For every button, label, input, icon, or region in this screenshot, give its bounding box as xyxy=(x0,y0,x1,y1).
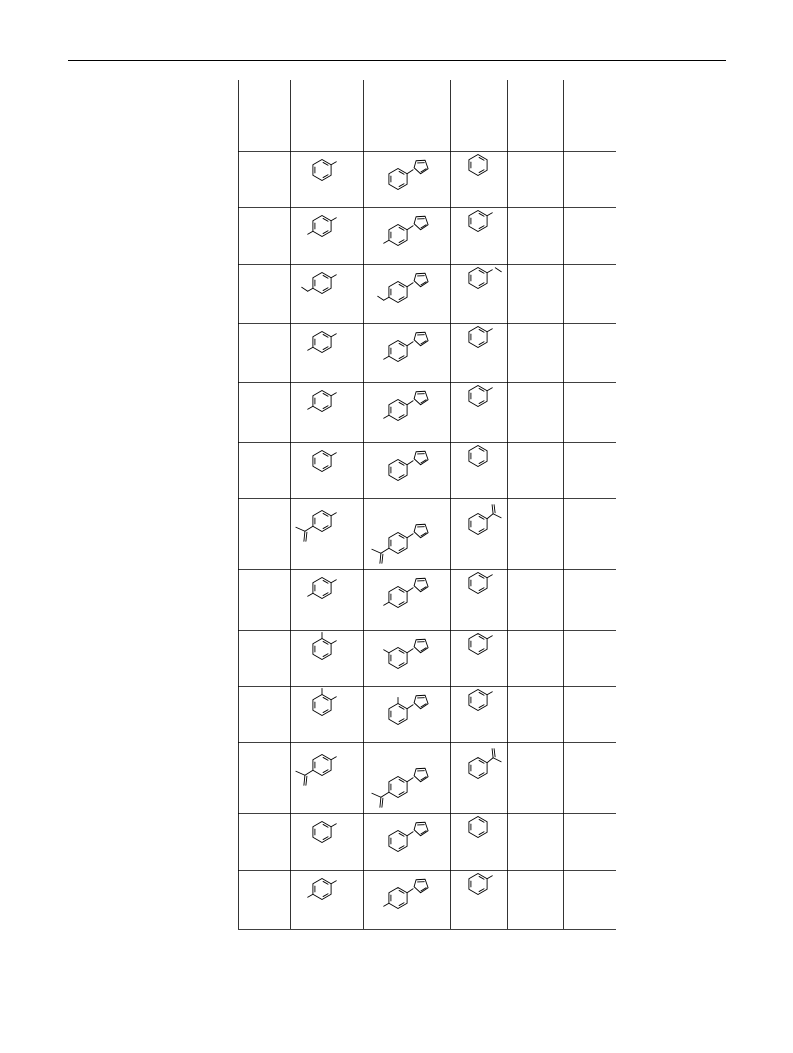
substrate-structure xyxy=(313,451,336,472)
substrate-structure xyxy=(308,216,337,237)
product-structure xyxy=(384,879,428,908)
product-structure xyxy=(384,578,428,607)
product-structure xyxy=(384,639,428,668)
byproduct-structure xyxy=(469,155,487,176)
substrate-structure xyxy=(308,391,337,412)
table-row xyxy=(308,211,493,246)
byproduct-structure xyxy=(469,211,492,232)
substrate-structure xyxy=(313,822,336,843)
product-structure xyxy=(389,822,428,851)
table-row xyxy=(308,386,493,421)
substrate-structure xyxy=(296,511,336,542)
table-row xyxy=(308,874,493,909)
table-grid-lines xyxy=(238,80,616,930)
table-row xyxy=(313,446,487,481)
table-row xyxy=(313,155,487,190)
table-row xyxy=(296,505,501,564)
byproduct-structure xyxy=(469,327,492,348)
product-structure xyxy=(384,332,428,361)
table-row xyxy=(296,749,501,808)
table-row xyxy=(308,327,493,362)
byproduct-structure xyxy=(469,446,487,467)
product-structure xyxy=(389,451,428,480)
product-structure xyxy=(372,768,428,807)
substrate-structure xyxy=(302,273,337,294)
product-structure xyxy=(389,160,428,189)
table-row xyxy=(308,573,493,608)
byproduct-structure xyxy=(469,386,492,407)
product-structure xyxy=(378,273,428,302)
product-structure xyxy=(389,695,428,724)
byproduct-structure xyxy=(469,817,487,838)
substrate-structure xyxy=(296,755,336,786)
byproduct-structure xyxy=(469,573,492,594)
reaction-table-grid xyxy=(238,80,618,932)
table-row xyxy=(302,268,502,303)
substrate-structure xyxy=(313,689,336,716)
substrate-structure xyxy=(308,879,337,900)
header-rule xyxy=(68,60,726,61)
table-row xyxy=(313,817,487,852)
substrate-structure xyxy=(308,578,337,599)
substrate-structure xyxy=(308,332,337,353)
byproduct-structure xyxy=(469,505,501,535)
byproduct-structure xyxy=(469,690,492,711)
byproduct-structure xyxy=(469,268,501,289)
table-row xyxy=(313,633,492,669)
substrate-structure xyxy=(313,633,336,660)
product-structure xyxy=(384,391,428,420)
product-structure xyxy=(372,524,428,563)
table-row xyxy=(313,689,492,725)
byproduct-structure xyxy=(469,874,492,895)
byproduct-structure xyxy=(469,634,492,655)
byproduct-structure xyxy=(469,749,501,779)
substrate-structure xyxy=(313,160,336,181)
product-structure xyxy=(384,216,428,245)
reaction-table xyxy=(238,80,618,932)
